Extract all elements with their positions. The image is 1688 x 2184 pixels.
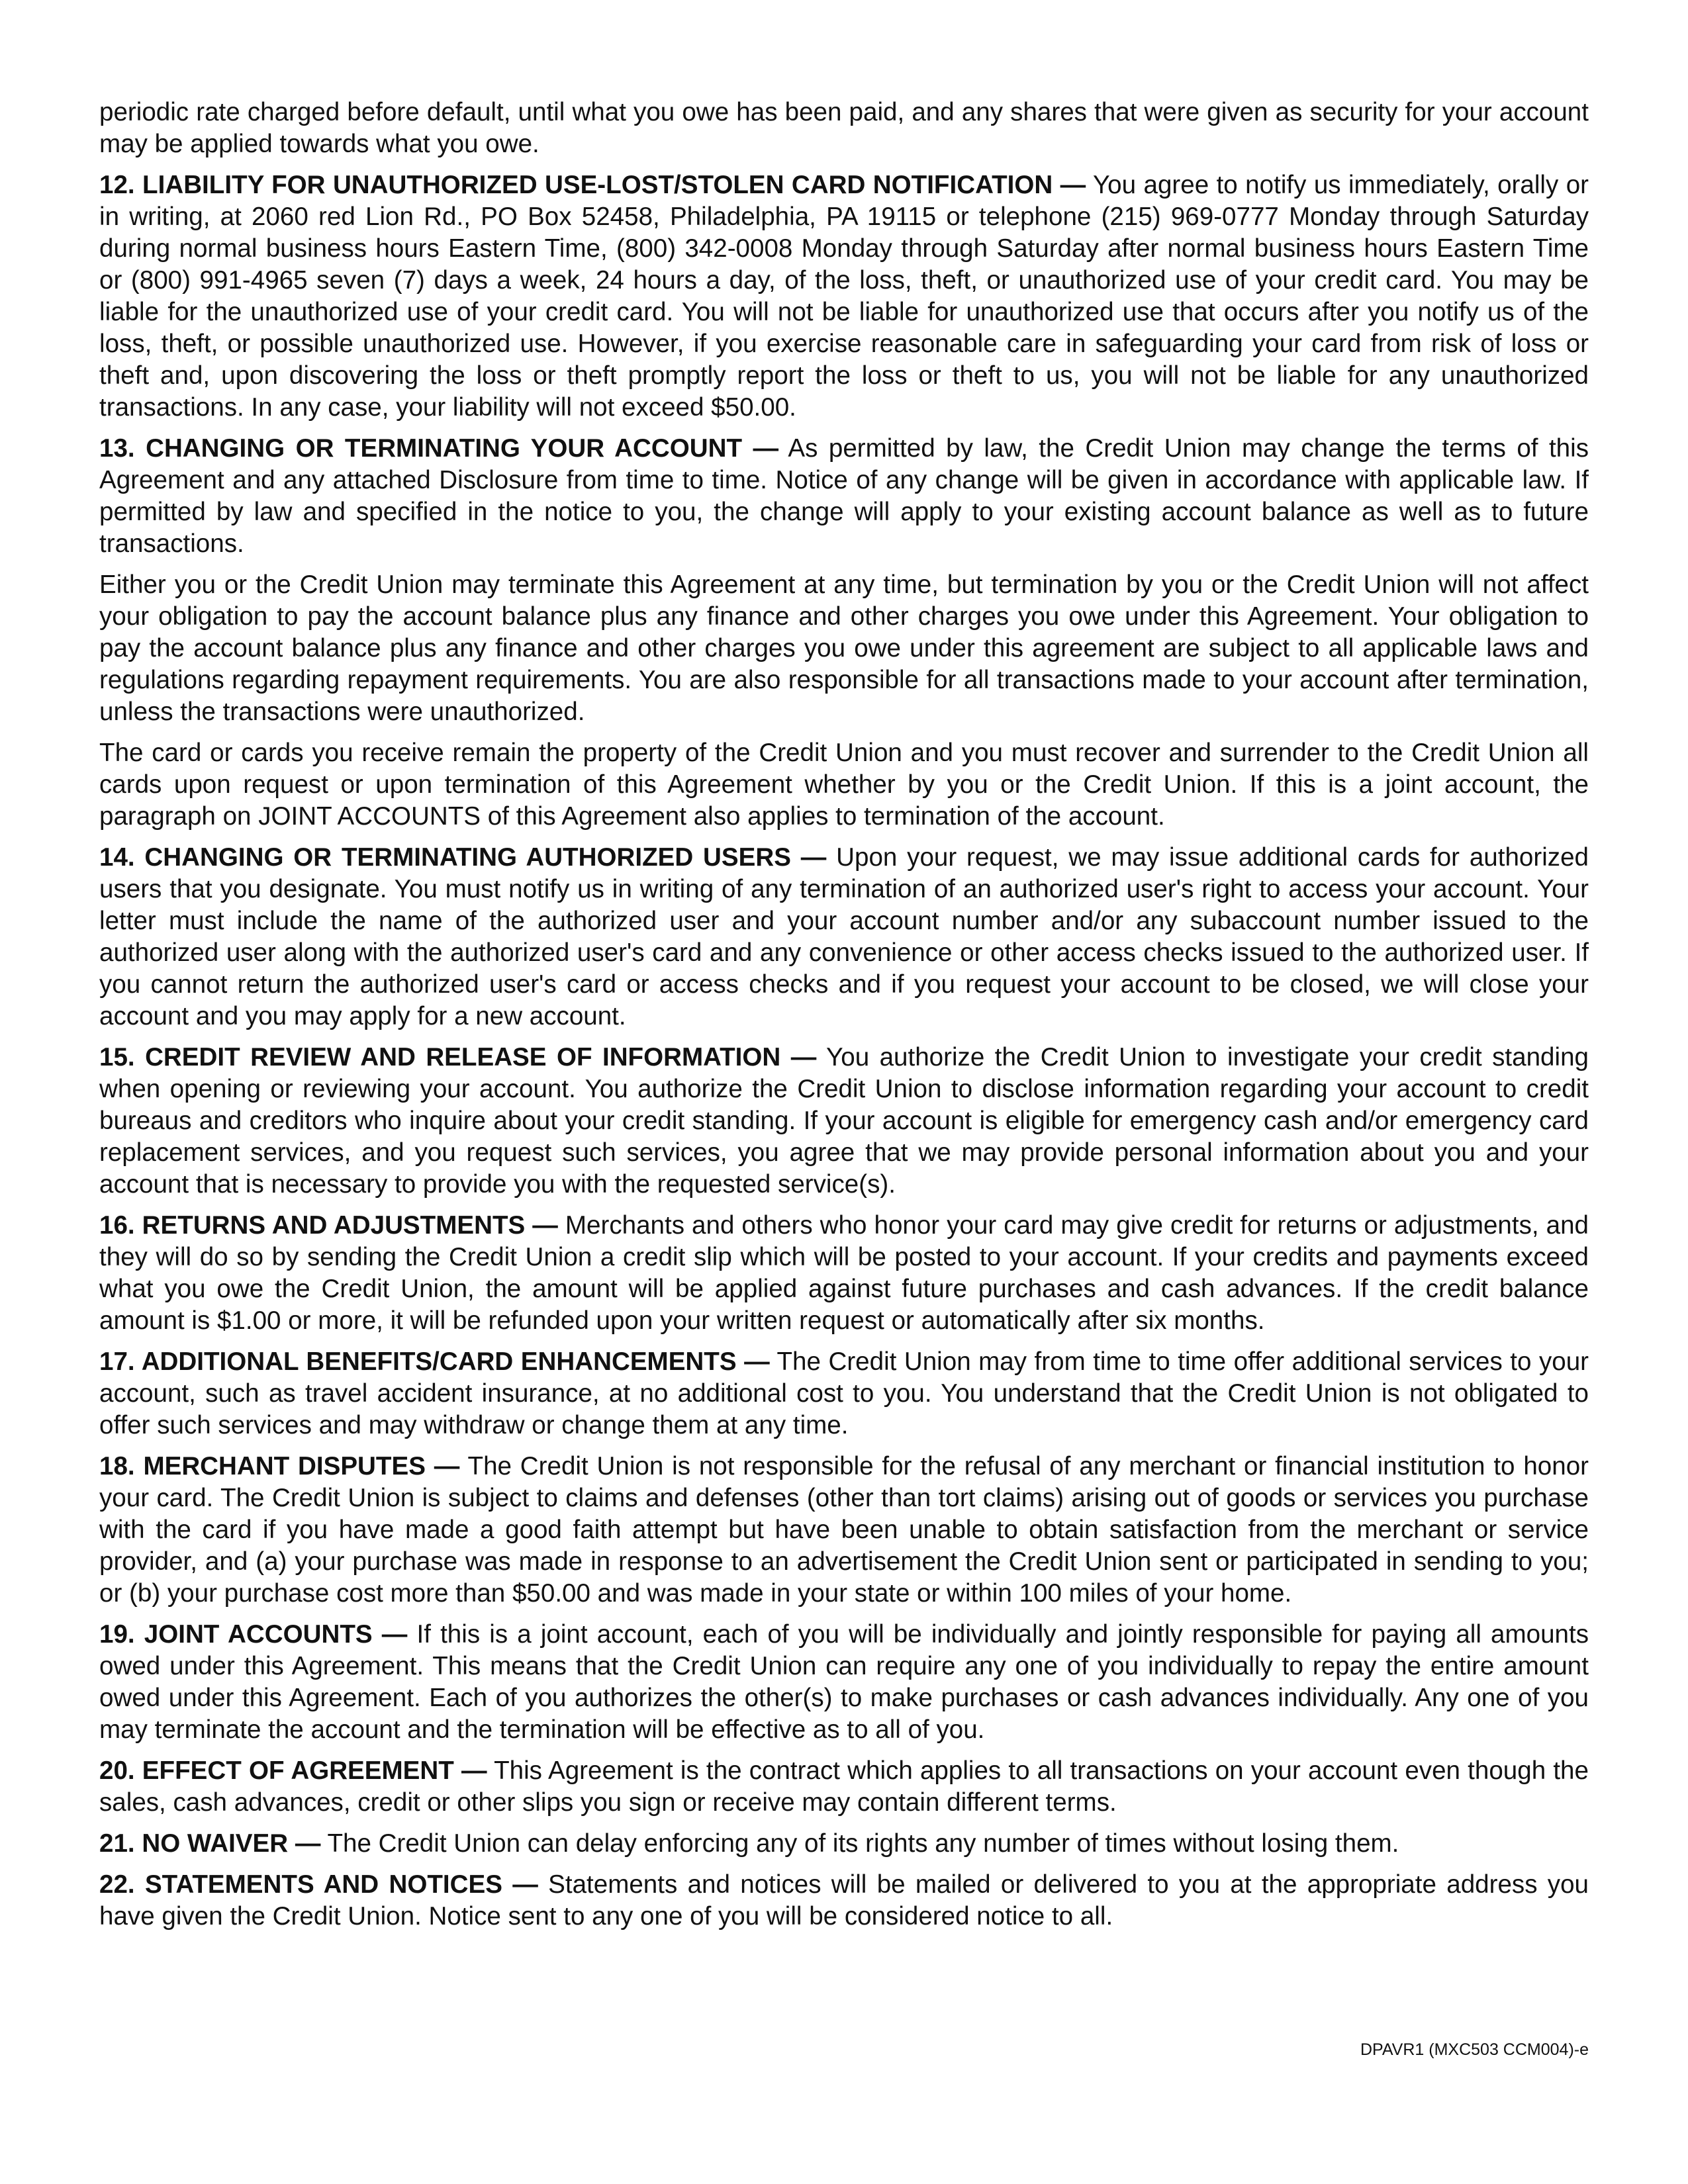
section-22-heading: 22. STATEMENTS AND NOTICES — xyxy=(99,1870,538,1899)
section-18-merchant-disputes xyxy=(99,1451,1589,1610)
section-21-text: The Credit Union can delay enforcing any of its rights any number of times without losing them. xyxy=(327,1829,1399,1858)
section-12-text: You agree to notify us immediately, orally or in writing, at 2060 red Lion Rd., PO Box 52458, Philadelphia, PA 19115 or telephone (215) 969-0777 Monday through Saturday during normal business hours Eastern Time, (800) 342-0008 Monday through Saturday after normal business hours Eastern Time or (800) 991-4965 seven (7) days a week, 24 hours a day, of the loss, theft, or unauthorized use of your credit card. You may be liable for the unauthorized use of your credit card. You will not be liable for unauthorized use that occurs after you notify us of the loss, theft, or possible unauthorized use. However, if you exercise reasonable care in safeguarding your card from risk of loss or theft and, upon discovering the loss or theft promptly report the loss or theft to us, you will not be liable for any unauthorized transactions. In any case, your liability will not exceed $50.00. xyxy=(99,171,1589,422)
section-13-card-property-paragraph xyxy=(99,737,1589,833)
section-20-text: This Agreement is the contract which applies to all transactions on your account even though the sales, cash advances, credit or other slips you sign or receive may contain different terms. xyxy=(99,1756,1589,1817)
section-18-heading: 18. MERCHANT DISPUTES — xyxy=(99,1452,460,1480)
paragraph-text: periodic rate charged before default, until what you owe has been paid, and any shares that were given as security for your account may be applied towards what you owe. xyxy=(99,98,1589,158)
section-18-text: The Credit Union is not responsible for the refusal of any merchant or financial institution to honor your card. The Credit Union is subject to claims and defenses (other than tort claims) arising out of goods or services you purchase with the card if you have made a good faith attempt but have been unable to obtain satisfaction from the merchant or service provider, and (a) your purchase was made in response to an advertisement the Credit Union sent or participated in sending to you; or (b) your purchase cost more than $50.00 and was made in your state or within 100 miles of your home. xyxy=(99,1452,1589,1608)
section-15-heading: 15. CREDIT REVIEW AND RELEASE OF INFORMATION — xyxy=(99,1043,817,1071)
section-20-effect-of-agreement xyxy=(99,1755,1589,1819)
section-14-heading: 14. CHANGING OR TERMINATING AUTHORIZED USERS — xyxy=(99,843,827,872)
section-13-text: As permitted by law, the Credit Union may change the terms of this Agreement and any attached Disclosure from time to time. Notice of any change will be given in accordance with applicable law. If permitted by law and specified in the notice to you, the change will apply to your existing account balance as well as to future transactions. xyxy=(99,434,1589,558)
section-12-liability xyxy=(99,169,1589,424)
section-13-termination-paragraph xyxy=(99,569,1589,728)
section-16-text: Merchants and others who honor your card may give credit for returns or adjustments, and they will do so by sending the Credit Union a credit slip which will be posted to your account. If your credits and payments exceed what you owe the Credit Union, the amount will be applied against future purchases and cash advances. If the credit balance amount is $1.00 or more, it will be refunded upon your written request or automatically after six months. xyxy=(99,1211,1589,1335)
section-16-heading: 16. RETURNS AND ADJUSTMENTS — xyxy=(99,1211,558,1240)
section-20-heading: 20. EFFECT OF AGREEMENT — xyxy=(99,1756,487,1785)
agreement-body xyxy=(99,97,1589,1942)
section-14-authorized-users xyxy=(99,842,1589,1032)
section-16-returns xyxy=(99,1210,1589,1337)
section-12-heading: 12. LIABILITY FOR UNAUTHORIZED USE-LOST/STOLEN CARD NOTIFICATION — xyxy=(99,171,1086,199)
section-22-statements-notices xyxy=(99,1869,1589,1933)
section-14-text: Upon your request, we may issue additional cards for authorized users that you designate. You must notify us in writing of any termination of an authorized user's right to access your account. Your letter must include the name of the authorized user and your account number and/or any subaccount number issued to the authorized user along with the authorized user's card and any convenience or other access checks issued to the authorized user. If you cannot return the authorized user's card or access checks and if you request your account to be closed, we will close your account and you may apply for a new account. xyxy=(99,843,1589,1030)
paragraph-text: The card or cards you receive remain the property of the Credit Union and you must recover and surrender to the Credit Union all cards upon request or upon termination of this Agreement whether by you or the Credit Union. If this is a joint account, the paragraph on JOINT ACCOUNTS of this Agreement also applies to termination of the account. xyxy=(99,739,1589,831)
section-17-benefits xyxy=(99,1346,1589,1441)
section-19-heading: 19. JOINT ACCOUNTS — xyxy=(99,1620,408,1649)
paragraph-text: Either you or the Credit Union may terminate this Agreement at any time, but termination by you or the Credit Union will not affect your obligation to pay the account balance plus any finance and other charges you owe under this Agreement. Your obligation to pay the account balance plus any finance and other charges you owe under this agreement are subject to all applicable laws and regulations regarding repayment requirements. You are also responsible for all transactions made to your account after termination, unless the transactions were unauthorized. xyxy=(99,570,1589,726)
paragraph-continuation xyxy=(99,97,1589,160)
section-15-text: You authorize the Credit Union to investigate your credit standing when opening or reviewing your account. You authorize the Credit Union to disclose information regarding your account to credit bureaus and creditors who inquire about your credit standing. If your account is eligible for emergency cash and/or emergency card replacement services, and you request such services, you agree that we may provide personal information about you and your account that is necessary to provide you with the requested service(s). xyxy=(99,1043,1589,1199)
form-code: DPAVR1 (MXC503 CCM004)-e xyxy=(1360,2040,1589,2059)
section-22-text: Statements and notices will be mailed or delivered to you at the appropriate address you have given the Credit Union. Notice sent to any one of you will be considered notice to all. xyxy=(99,1870,1589,1931)
section-17-heading: 17. ADDITIONAL BENEFITS/CARD ENHANCEMENTS — xyxy=(99,1347,770,1376)
section-19-text: If this is a joint account, each of you will be individually and jointly responsible for paying all amounts owed under this Agreement. This means that the Credit Union can require any one of you individually to repay the entire amount owed under this Agreement. Each of you authorizes the other(s) to make purchases or cash advances individually. Any one of you may terminate the account and the termination will be effective as to all of you. xyxy=(99,1620,1589,1744)
section-17-text: The Credit Union may from time to time offer additional services to your account, such as travel accident insurance, at no additional cost to you. You understand that the Credit Union is not obligated to offer such services and may withdraw or change them at any time. xyxy=(99,1347,1589,1439)
section-13-changing-terminating xyxy=(99,433,1589,560)
section-15-credit-review xyxy=(99,1042,1589,1201)
section-21-heading: 21. NO WAIVER — xyxy=(99,1829,321,1858)
section-19-joint-accounts xyxy=(99,1619,1589,1746)
section-13-heading: 13. CHANGING OR TERMINATING YOUR ACCOUNT — xyxy=(99,434,779,463)
section-21-no-waiver xyxy=(99,1828,1589,1860)
